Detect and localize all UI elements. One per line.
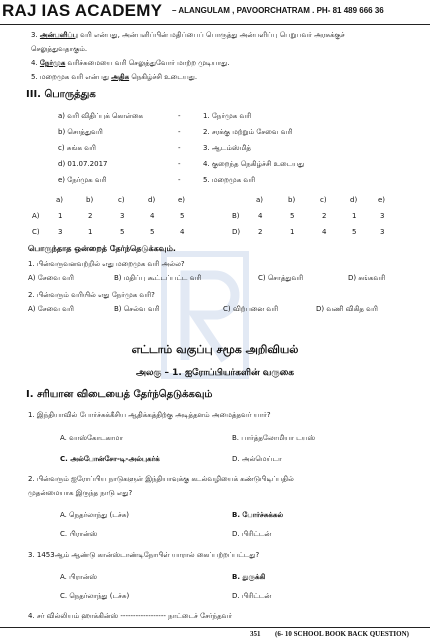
odd-q1-option-d: D) சுங்கவரி <box>348 274 386 282</box>
mcq-q3-option-b: B. துருக்கி <box>232 573 266 581</box>
odd-q1-option-a: A) சேவை வரி <box>28 274 74 282</box>
match-right-1: 1. நேர்முக வரி <box>203 112 252 120</box>
mcq-question-1: 1. இந்தியாவில் போர்ச்சுக்கீசிய ஆதிக்கத்திற்கு அடித்தளம் அமைத்தவர் யார்? <box>28 411 271 419</box>
statement-5: 5. மறைமுக வரி என்பது அதிக நெகிழ்ச்சி உடையது. <box>31 73 198 81</box>
odd-one-heading: பொருந்தாத ஒன்றைத் தேர்ந்தெடுக்கவும். <box>28 244 176 253</box>
match-dash: - <box>178 176 181 184</box>
match-dash: - <box>178 128 181 136</box>
match-dash: - <box>178 112 181 120</box>
mcq-q3-option-a: A. பிரான்ஸ் <box>60 573 98 581</box>
match-left-a: a) வரி விதிப்புக் கொள்கை <box>58 112 144 120</box>
unit-title: அலகு – 1. ஐரோப்பியர்களின் வருகை <box>135 368 295 378</box>
mcq-q2-option-c: C. பிரான்ஸ் <box>60 530 98 538</box>
academy-contact-info: – ALANGULAM , PAVOORCHATRAM . PH- 81 489 666 36 <box>172 6 384 15</box>
mcq-q2-option-b: B. போர்ச்சுக்கல் <box>232 511 284 519</box>
page-number: 351 <box>250 630 261 638</box>
statement-3-cont: செலுத்துவதாகும். <box>31 45 88 53</box>
match-right-3: 3. ஆடம்ஸ்மித் <box>203 144 251 152</box>
mcq-question-3: 3. 1453ஆம் ஆண்டு கான்ஸ்டாண்டிநோபிள் யாரால் கைப்பற்றப்பட்டது? <box>28 551 260 559</box>
odd-question-1: 1. பின்வருவனவற்றில் எது மறைமுக வரி அல்ல? <box>28 260 185 268</box>
mcq-q1-option-a: A. வாஸ்கோடகாமா <box>60 434 124 442</box>
mcq-q3-option-d: D. பிரிட்டன் <box>232 592 272 600</box>
mcq-q1-option-b: B. பார்த்தலோமியா டயஸ் <box>232 434 316 442</box>
chapter-title: எட்டாம் வகுப்பு சமூக அறிவியல் <box>131 343 299 356</box>
odd-q2-option-a: A) சேவை வரி <box>28 305 74 313</box>
match-dash: - <box>178 160 181 168</box>
mcq-question-2-cont: முதன்மையாக இருந்த நாடு எது? <box>28 489 133 497</box>
match-heading: III. பொருத்துக <box>26 89 96 100</box>
watermark-logo <box>160 250 250 380</box>
match-left-b: b) சொத்துவரி <box>58 128 103 136</box>
match-right-2: 2. சரக்கு மற்றும் சேவை வரி <box>203 128 293 136</box>
statement-3: 3. அன்பளிப்பு வரி என்பது, அன்பளிப்பின் மதிப்பைப் பொருத்து அன்பளிப்பு பெறுபவர் அரசுக்குச் <box>31 31 345 39</box>
match-dash: - <box>178 144 181 152</box>
mcq-q2-option-a: A. நெதர்லாந்து (டச்சு) <box>60 511 130 519</box>
odd-q1-option-c: C) சொத்துவரி <box>258 274 304 282</box>
mcq-q3-option-c: C. நெதர்லாந்து (டச்சு) <box>60 592 130 600</box>
match-right-5: 5. மறைமுக வரி <box>203 176 256 184</box>
match-left-c: c) சுங்க வரி <box>58 144 96 152</box>
academy-brand: RAJ IAS ACADEMY <box>2 1 163 20</box>
mcq-question-4: 4. சர் வில்லியம் ஹாக்கின்ஸ் ------------------ நாட்டைச் சேர்ந்தவர் <box>28 612 233 620</box>
mcq-q2-option-d: D. பிரிட்டன் <box>232 530 272 538</box>
odd-q2-option-b: B) செல்வ வரி <box>114 305 160 313</box>
match-right-4: 4. குறைந்த நெகிழ்ச்சி உடையது <box>203 160 305 168</box>
statement-4: 4. நேர்முக வரிச்சுமையை வரி செலுத்துவோர் மாற்ற முடியாது. <box>31 59 230 67</box>
odd-q2-option-c: C) விற்பனை வரி <box>223 305 279 313</box>
mcq-q1-option-c: C. அல்போன்சோ-டி-அல்புகர்க் <box>60 455 160 463</box>
match-left-e: e) நேர்முக வரி <box>58 176 107 184</box>
odd-q2-option-d: D) வணி விகித வரி <box>316 305 378 313</box>
odd-question-2: 2. பின்வரும் வரியில் எது நேர்முக வரி? <box>28 291 155 299</box>
footer-label: (6- 10 SCHOOL BOOK BACK QUESTION) <box>275 630 409 638</box>
mcq-q1-option-d: D. அல்மெய்டா <box>232 455 282 463</box>
odd-q1-option-b: B) மதிப்பு கூட்டப்பட்ட வரி <box>114 274 202 282</box>
mcq-question-2: 2. பின்வரும் ஐரோப்பிய நாடுகளுள் இந்தியாவுக்கு கடல்வழியைக் கண்டுபிடிப்பதில் <box>28 475 294 483</box>
match-left-d: d) 01.07.2017 <box>58 160 108 168</box>
mcq-heading: I. சரியான விடையைத் தேர்ந்தெடுக்கவும் <box>26 389 213 400</box>
footer-rule <box>0 627 430 628</box>
